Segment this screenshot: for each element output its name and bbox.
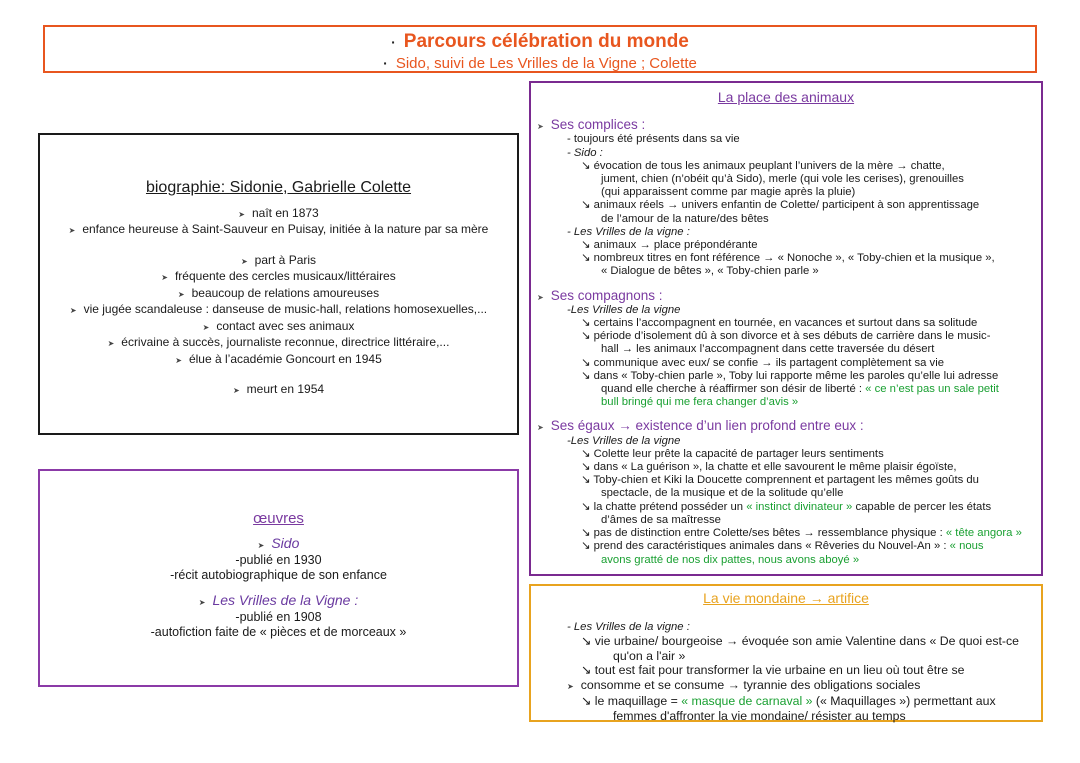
social-life-heading: La vie mondaine → artifice [703, 590, 869, 606]
text-line: - Les Vrilles de la vigne : [567, 620, 690, 633]
text-line: ↘ dans « Toby-chien parle », Toby lui rapporte même les paroles qu’elle lui adresse [581, 369, 999, 382]
animals-heading: La place des animaux [717, 89, 855, 105]
biography-box [38, 133, 519, 435]
work-detail: -récit autobiographique de son enfance [170, 568, 387, 582]
text-line: ↘ vie urbaine/ bourgeoise → évoquée son amie Valentine dans « De quoi est-ce [581, 634, 1020, 648]
subtitle: · Sido, suivi de Les Vrilles de la Vigne ; Colette [383, 55, 697, 72]
work-detail: -publié en 1908 [235, 610, 322, 624]
bio-item: ➤ beaucoup de relations amoureuses [177, 285, 380, 300]
section-title-accomplices: ➤ Ses complices : [537, 117, 646, 133]
text-line: hall → les animaux l’accompagnent dans cette traversée du désert [601, 343, 935, 356]
text-line: -Les Vrilles de la vigne [567, 434, 681, 447]
text-line: femmes d'affronter la vie mondaine/ résister au temps [613, 708, 906, 723]
text-line: - toujours été présents dans sa vie [567, 133, 740, 146]
text-line: qu'on a l'air » [613, 648, 686, 663]
work-detail: -publié en 1930 [235, 553, 322, 567]
bio-item: ➤ part à Paris [240, 252, 317, 267]
text-line: ↘ tout est fait pour transformer la vie urbaine en un lieu où tout être se [581, 663, 965, 677]
bio-item: ➤ élue à l’académie Goncourt en 1945 [175, 351, 382, 366]
text-line: -Les Vrilles de la vigne [567, 303, 681, 316]
text-line: ↘ Colette leur prête la capacité de partager leurs sentiments [581, 447, 884, 460]
work-title: ➤ Sido [257, 535, 300, 551]
text-line: ↘ communique avec eux/ se confie → ils partagent complètement sa vie [581, 356, 944, 369]
text-line: ↘ certains l’accompagnent en tournée, en vacances et surtout dans sa solitude [581, 317, 978, 330]
text-line: - Sido : [567, 146, 603, 159]
bio-item: ➤ contact avec ses animaux [202, 318, 355, 333]
title-box [43, 25, 1037, 73]
bio-item: ➤ enfance heureuse à Saint-Sauveur en Puisay, initiée à la nature par sa mère [68, 222, 489, 236]
text-line: bull bringé qui me fera changer d’avis » [601, 396, 799, 409]
bio-item: ➤ vie jugée scandaleuse : danseuse de music-hall, relations homosexuelles,... [69, 302, 488, 316]
text-line: ➤ consomme et se consume → tyrannie des obligations sociales [567, 677, 921, 692]
text-line: ↘ animaux → place prépondérante [581, 239, 758, 252]
social-life-box [529, 584, 1043, 722]
bio-item: ➤ fréquente des cercles musicaux/littéraires [161, 269, 396, 283]
bio-item: ➤ naît en 1873 [238, 205, 319, 220]
bio-item: ➤ meurt en 1954 [232, 382, 325, 396]
text-line: ↘ prend des caractéristiques animales dans « Rêveries du Nouvel-An » : « nous [581, 540, 984, 553]
work-title: ➤ Les Vrilles de la Vigne : [198, 592, 359, 608]
bio-item: ➤ écrivaine à succès, journaliste reconnue, directrice littéraire,... [107, 335, 450, 349]
text-line: ↘ nombreux titres en font référence → « Nonoche », « Toby-chien et la musique », [581, 252, 995, 265]
text-line: ↘ animaux réels → univers enfantin de Colette/ participent à son apprentissage [581, 199, 980, 212]
main-title: · Parcours célébration du monde [391, 31, 689, 52]
section-title-equals: ➤ Ses égaux → existence d’un lien profond entre eux : [537, 418, 864, 434]
works-box [38, 469, 519, 687]
text-line: ↘ période d’isolement dû à son divorce et à ses débuts de carrière dans le music- [581, 330, 991, 343]
work-detail: -autofiction faite de « pièces et de morceaux » [150, 625, 407, 639]
biography-heading: biographie: Sidonie, Gabrielle Colette [145, 179, 412, 196]
text-line: ↘ pas de distinction entre Colette/ses bêtes → ressemblance physique : « tête angora » [581, 527, 1022, 540]
text-line: ↘ évocation de tous les animaux peuplant l’univers de la mère → chatte, [581, 159, 945, 172]
text-line: d’âmes de sa maîtresse [601, 513, 721, 526]
text-line: spectacle, de la musique et de la solitude qu’elle [601, 487, 844, 500]
text-line: (qui apparaissent comme par magie après la pluie) [601, 186, 856, 199]
text-line: - Les Vrilles de la vigne : [567, 225, 690, 238]
text-line: jument, chien (n’obéit qu’à Sido), merle (qui vole les cerises), grenouilles [601, 173, 964, 186]
animals-box [529, 81, 1043, 576]
text-line: avons gratté de nos dix pattes, nous avons aboyé » [601, 553, 860, 566]
text-line: ↘ Toby-chien et Kiki la Doucette comprennent et partagent les mêmes goûts du [581, 474, 979, 487]
text-line: quand elle cherche à réaffirmer son désir de liberté : « ce n’est pas un sale petit [601, 383, 999, 396]
text-line: ↘ dans « La guérison », la chatte et elle savourent le même plaisir égoïste, [581, 461, 957, 474]
text-line: de l’amour de la nature/des bêtes [601, 212, 769, 225]
works-heading: œuvres [253, 510, 304, 527]
text-line: « Dialogue de bêtes », « Toby-chien parle » [601, 265, 819, 278]
text-line: ↘ la chatte prétend posséder un « instinct divinateur » capable de percer les états [581, 500, 992, 513]
text-line: ↘ le maquillage = « masque de carnaval » (« Maquillages ») permettant aux [581, 694, 996, 708]
section-title-companions: ➤ Ses compagnons : [537, 287, 663, 303]
